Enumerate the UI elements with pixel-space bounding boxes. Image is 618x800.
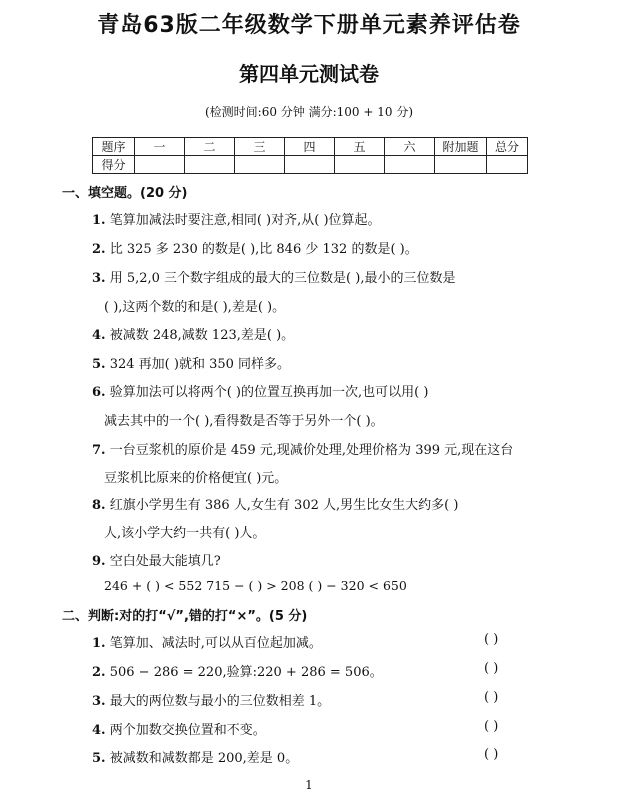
question-number: 2. (92, 665, 106, 680)
question-text: 246 + ( ) < 552 715 − ( ) > 208 ( ) − 320 < 650 (104, 578, 407, 593)
question-number: 5. (92, 751, 106, 766)
score-input-cell[interactable] (235, 156, 285, 174)
question-number: 1. (92, 213, 106, 228)
score-input-cell[interactable] (285, 156, 335, 174)
score-cell: 附加题 (435, 138, 487, 156)
score-table (92, 137, 528, 174)
question-number: 5. (92, 357, 106, 372)
score-cell: 总分 (487, 138, 528, 156)
question-line (104, 410, 384, 429)
question-text: 最大的两位数与最小的三位数相差 1。 (109, 694, 331, 709)
score-input-cell[interactable] (185, 156, 235, 174)
question-line (104, 467, 287, 486)
question-line (92, 353, 290, 372)
question-number: 6. (92, 385, 106, 400)
question-line (92, 439, 513, 458)
question-line (92, 209, 381, 228)
question-text: 豆浆机比原来的价格便宜( )元。 (104, 471, 288, 486)
question-number: 3. (92, 694, 106, 709)
page-title: 青岛63版二年级数学下册单元素养评估卷 (97, 13, 521, 38)
question-line (92, 494, 458, 513)
section-heading-fill-blank: 一、填空题。(20 分) (62, 186, 188, 201)
question-number: 2. (92, 242, 106, 257)
question-number: 7. (92, 443, 106, 458)
judge-item (92, 632, 322, 651)
question-line (104, 578, 407, 593)
question-text: 一台豆浆机的原价是 459 元,现减价处理,处理价格为 399 元,现在这台 (109, 443, 514, 458)
question-text: 人,该小学大约一共有( )人。 (104, 526, 266, 541)
question-line (92, 267, 455, 286)
section-heading-true-false: 二、判断:对的打“√”,错的打“×”。(5 分) (62, 609, 308, 624)
page-number: 1 (305, 778, 313, 792)
question-text: 红旗小学男生有 386 人,女生有 302 人,男生比女生大约多( ) (109, 498, 459, 513)
question-number: 9. (92, 554, 106, 569)
question-number: 4. (92, 328, 106, 343)
score-input-cell[interactable] (385, 156, 435, 174)
question-text: 空白处最大能填几? (109, 554, 221, 569)
score-row-label: 得分 (93, 156, 135, 174)
question-text: 被减数 248,减数 123,差是( )。 (109, 328, 295, 343)
question-number: 1. (92, 636, 106, 651)
score-input-cell[interactable] (487, 156, 528, 174)
question-line (104, 522, 265, 541)
question-line (92, 381, 428, 400)
score-cell: 一 (135, 138, 185, 156)
score-input-cell[interactable] (335, 156, 385, 174)
question-text: 两个加数交换位置和不变。 (109, 723, 266, 738)
judge-item (92, 690, 330, 709)
question-text: 笔算加减法时要注意,相同( )对齐,从( )位算起。 (109, 213, 381, 228)
question-line (92, 324, 294, 343)
score-cell: 六 (385, 138, 435, 156)
question-line (92, 238, 418, 257)
question-text: 减去其中的一个( ),看得数是否等于另外一个( )。 (104, 414, 384, 429)
question-number: 3. (92, 271, 106, 286)
question-text: 验算加法可以将两个( )的位置互换再加一次,也可以用( ) (109, 385, 429, 400)
question-text: 324 再加( )就和 350 同样多。 (109, 357, 291, 372)
answer-paren[interactable]: ( ) (484, 661, 499, 676)
answer-paren[interactable]: ( ) (484, 690, 499, 705)
answer-paren[interactable]: ( ) (484, 632, 499, 647)
score-cell: 五 (335, 138, 385, 156)
score-cell: 四 (285, 138, 335, 156)
score-input-cell[interactable] (135, 156, 185, 174)
score-input-cell[interactable] (435, 156, 487, 174)
judge-item (92, 719, 266, 738)
answer-paren[interactable]: ( ) (484, 719, 499, 734)
question-text: 比 325 多 230 的数是( ),比 846 少 132 的数是( )。 (109, 242, 418, 257)
score-cell: 二 (185, 138, 235, 156)
judge-item (92, 661, 383, 680)
page-subtitle: 第四单元测试卷 (239, 62, 379, 86)
question-number: 8. (92, 498, 106, 513)
question-text: 笔算加、减法时,可以从百位起加减。 (109, 636, 322, 651)
question-number: 4. (92, 723, 106, 738)
score-table-header-row (93, 138, 528, 156)
score-table-score-row (93, 156, 528, 174)
judge-item (92, 747, 298, 766)
answer-paren[interactable]: ( ) (484, 747, 499, 762)
question-text: ( ),这两个数的和是( ),差是( )。 (104, 300, 286, 315)
score-cell: 题序 (93, 138, 135, 156)
question-text: 用 5,2,0 三个数字组成的最大的三位数是( ),最小的三位数是 (109, 271, 456, 286)
question-text: 被减数和减数都是 200,差是 0。 (109, 751, 299, 766)
exam-meta: (检测时间:60 分钟 满分:100 + 10 分) (204, 105, 414, 119)
question-line (92, 550, 221, 569)
score-cell: 三 (235, 138, 285, 156)
question-line (104, 296, 285, 315)
question-text: 506 − 286 = 220,验算:220 + 286 = 506。 (109, 665, 383, 680)
